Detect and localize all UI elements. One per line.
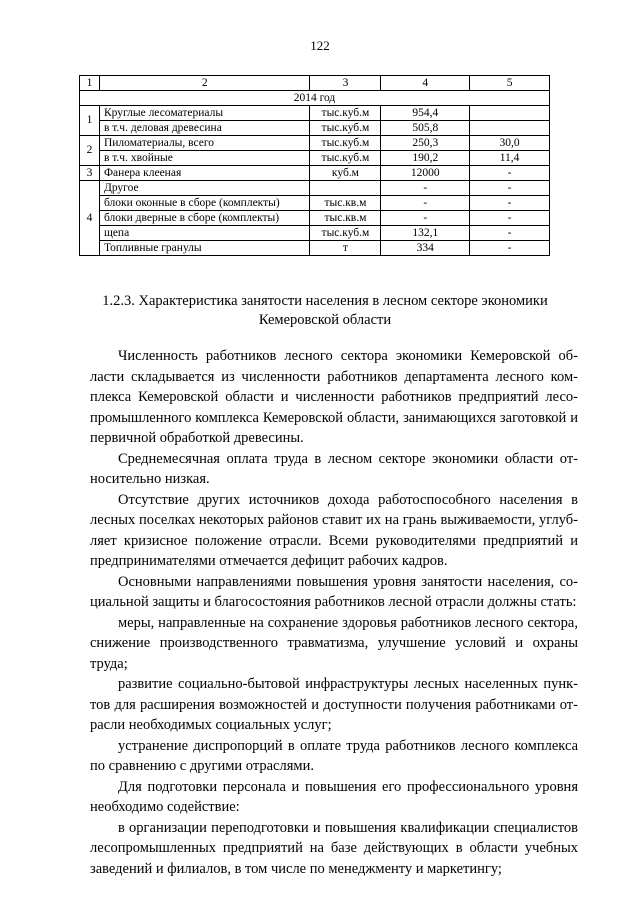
value-col4-cell: 250,3 [381,136,470,151]
header-cell: 2 [99,76,310,91]
table-header-row [80,76,550,91]
page-number: 122 [310,38,330,53]
value-col4-cell: 505,8 [381,121,470,136]
value-col4-cell: 190,2 [381,151,470,166]
table-row [80,226,550,241]
production-table [79,75,550,256]
body-text [90,346,578,879]
row-number-cell: 3 [80,166,100,181]
value-col5-cell: 30,0 [470,136,550,151]
value-col4-cell: - [381,196,470,211]
value-col5-cell: - [470,241,550,256]
value-col5-cell: - [470,181,550,196]
table-row [80,181,550,196]
header-cell: 5 [470,76,550,91]
table-row [80,151,550,166]
value-col4-cell: 334 [381,241,470,256]
unit-cell: тыс.куб.м [310,151,381,166]
row-number-cell: 4 [80,181,100,256]
section-title-line: Кемеровской области [258,312,392,328]
product-name-cell: Пиломатериалы, всего [99,136,310,151]
product-name-cell: щепа [99,226,310,241]
value-col4-cell: - [381,211,470,226]
product-name-cell: Круглые лесоматериалы [99,106,310,121]
paragraph: устранение диспропорций в оплате труда работников лесного комплекса по сравнению с другими отраслями. [90,737,578,774]
paragraph: Отсутствие других источников дохода работоспособного населения в лесных поселках некоторых районов ставит их на грань выживаемости, углубляет кризисное положение отрасли. Всеми руководителями предприятий и предпринимателями отмечается дефицит рабочих кадров. [90,491,578,569]
value-col4-cell: 954,4 [381,106,470,121]
unit-cell: т [310,241,381,256]
value-col5-cell: 11,4 [470,151,550,166]
year-row [80,91,550,106]
table-row [80,211,550,226]
header-cell: 1 [80,76,100,91]
unit-cell: тыс.кв.м [310,211,381,226]
section-title-line: 1.2.3. Характеристика занятости населения в лесном секторе экономики [102,293,548,309]
table-row [80,136,550,151]
unit-cell: тыс.куб.м [310,106,381,121]
row-number-cell: 1 [80,106,100,136]
value-col5-cell: - [470,211,550,226]
table-row [80,106,550,121]
unit-cell: тыс.куб.м [310,121,381,136]
table-row [80,121,550,136]
value-col5-cell: - [470,166,550,181]
product-name-cell: блоки дверные в сборе (комплекты) [99,211,310,226]
paragraph: Среднемесячная оплата труда в лесном секторе экономики области относительно низкая. [90,450,578,487]
value-col5-cell: - [470,226,550,241]
product-name-cell: блоки оконные в сборе (комплекты) [99,196,310,211]
paragraph: развитие социально-бытовой инфраструктуры лесных населенных пунктов для расширения возможностей и доступности получения работниками отрасли необходимых социальных услуг; [90,676,578,733]
unit-cell: тыс.куб.м [310,136,381,151]
table-row [80,196,550,211]
value-col4-cell: 132,1 [381,226,470,241]
paragraph: Для подготовки персонала и повышения его профессионального уровня необходимо содействие: [90,778,578,815]
header-cell: 4 [381,76,470,91]
value-col5-cell: - [470,196,550,211]
unit-cell: куб.м [310,166,381,181]
value-col4-cell: - [381,181,470,196]
product-name-cell: в т.ч. хвойные [99,151,310,166]
row-number-cell: 2 [80,136,100,166]
paragraph: Численность работников лесного сектора экономики Кемеровской области складывается из численности работников департамента лесного комплекса Кемеровской области и численности работников предприятий лесопромышленного комплекса Кемеровской области, занимающихся заготовкой и первичной обработкой древесины. [90,348,578,446]
product-name-cell: Фанера клееная [99,166,310,181]
table-row [80,166,550,181]
header-cell: 3 [310,76,381,91]
value-col5-cell [470,106,550,121]
paragraph: в организации переподготовки и повышения квалификации специалистов лесопромышленных предприятий на базе действующих в области учебных заведений и филиалов, в том числе по менеджменту и маркетингу; [90,819,578,877]
value-col5-cell [470,121,550,136]
year-cell: 2014 год [80,91,550,106]
product-name-cell: в т.ч. деловая древесина [99,121,310,136]
unit-cell: тыс.куб.м [310,226,381,241]
value-col4-cell: 12000 [381,166,470,181]
product-name-cell: Топливные гранулы [99,241,310,256]
paragraph: Основными направлениями повышения уровня занятости населения, социальной защиты и благосостояния работников лесной отрасли должны стать: [90,573,578,610]
unit-cell: тыс.кв.м [310,196,381,211]
product-name-cell: Другое [99,181,310,196]
table-body [80,76,550,256]
unit-cell [310,181,381,196]
paragraph: меры, направленные на сохранение здоровья работников лесного сектора, снижение производственного травматизма, улучшение условий и охраны труда; [90,614,578,672]
section-title [80,292,570,330]
table-row [80,241,550,256]
